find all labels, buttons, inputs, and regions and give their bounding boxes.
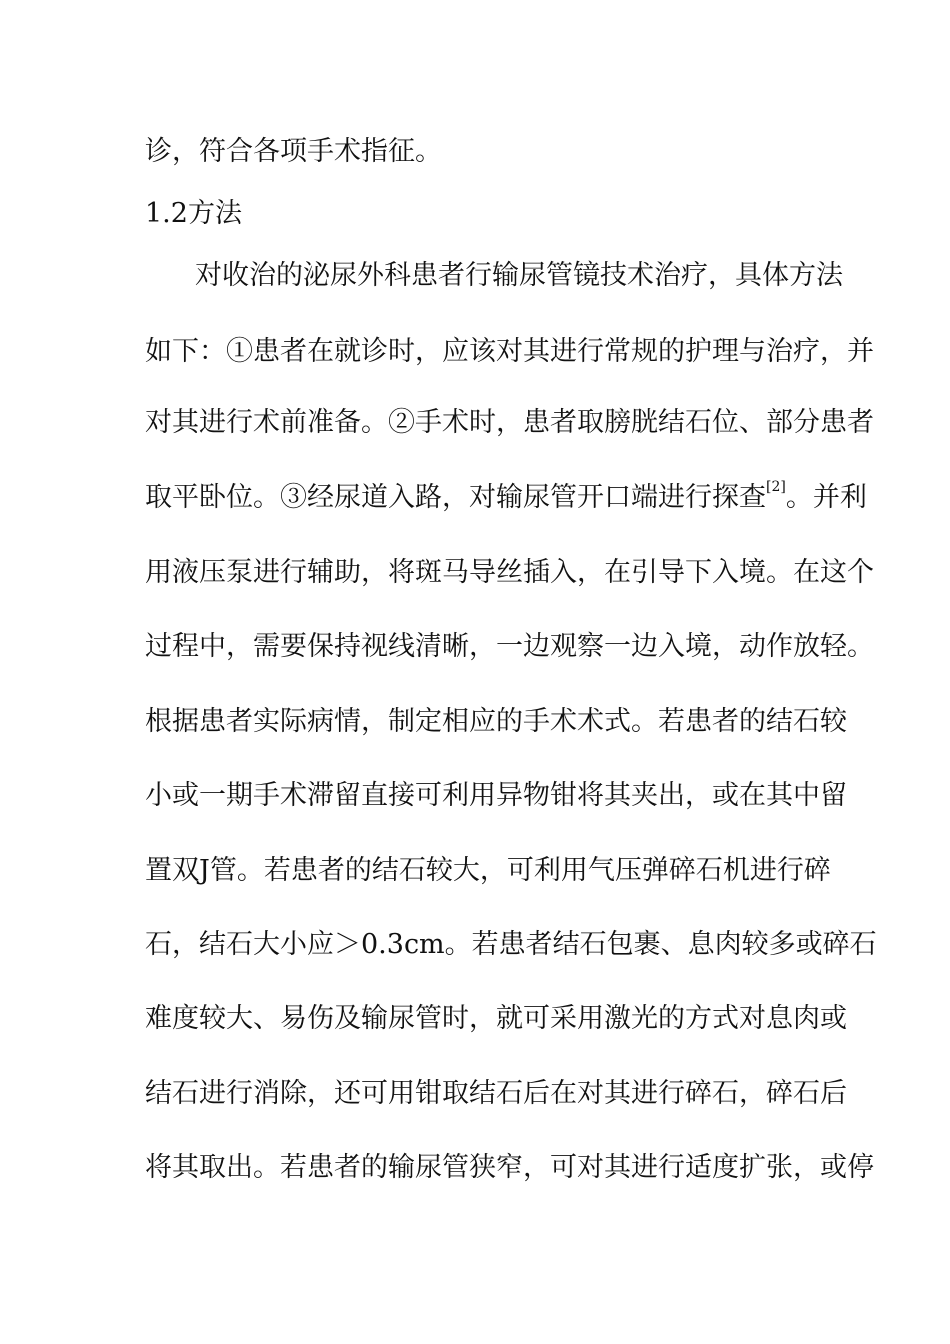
text-line-14: 结石进行消除，还可用钳取结石后在对其进行碎石，碎石后: [145, 1078, 847, 1109]
text-line-8: 过程中，需要保持视线清晰，一边观察一边入境，动作放轻。: [145, 631, 874, 662]
text-line-12: 石，结石大小应＞0.3cm。若患者结石包裹、息肉较多或碎石: [145, 929, 877, 960]
text-line-4: 如下：①患者在就诊时，应该对其进行常规的护理与治疗，并: [145, 336, 874, 367]
citation-superscript: [2]: [766, 479, 786, 495]
text-line-6-tail: 。并利: [785, 482, 867, 513]
text-line-7: 用液压泵进行辅助，将斑马导丝插入，在引导下入境。在这个: [145, 557, 874, 588]
text-line-10: 小或一期手术滞留直接可利用异物钳将其夹出，或在其中留: [145, 780, 847, 811]
text-line-13: 难度较大、易伤及输尿管时，就可采用激光的方式对息肉或: [145, 1003, 847, 1034]
text-line-5: 对其进行术前准备。②手术时，患者取膀胱结石位、部分患者: [145, 407, 874, 438]
text-line-3: 对收治的泌尿外科患者行输尿管镜技术治疗，具体方法: [195, 260, 843, 291]
text-line-15: 将其取出。若患者的输尿管狭窄，可对其进行适度扩张，或停: [145, 1152, 874, 1183]
text-line-1: 诊，符合各项手术指征。: [145, 136, 442, 167]
text-line-9: 根据患者实际病情，制定相应的手术术式。若患者的结石较: [145, 706, 847, 737]
text-line-11: 置双J管。若患者的结石较大，可利用气压弹碎石机进行碎: [145, 855, 831, 886]
text-line-6-main: 取平卧位。③经尿道入路，对输尿管开口端进行探查: [145, 482, 766, 513]
section-heading: 1.2方法: [145, 198, 242, 229]
text-line-6: [145, 478, 867, 518]
